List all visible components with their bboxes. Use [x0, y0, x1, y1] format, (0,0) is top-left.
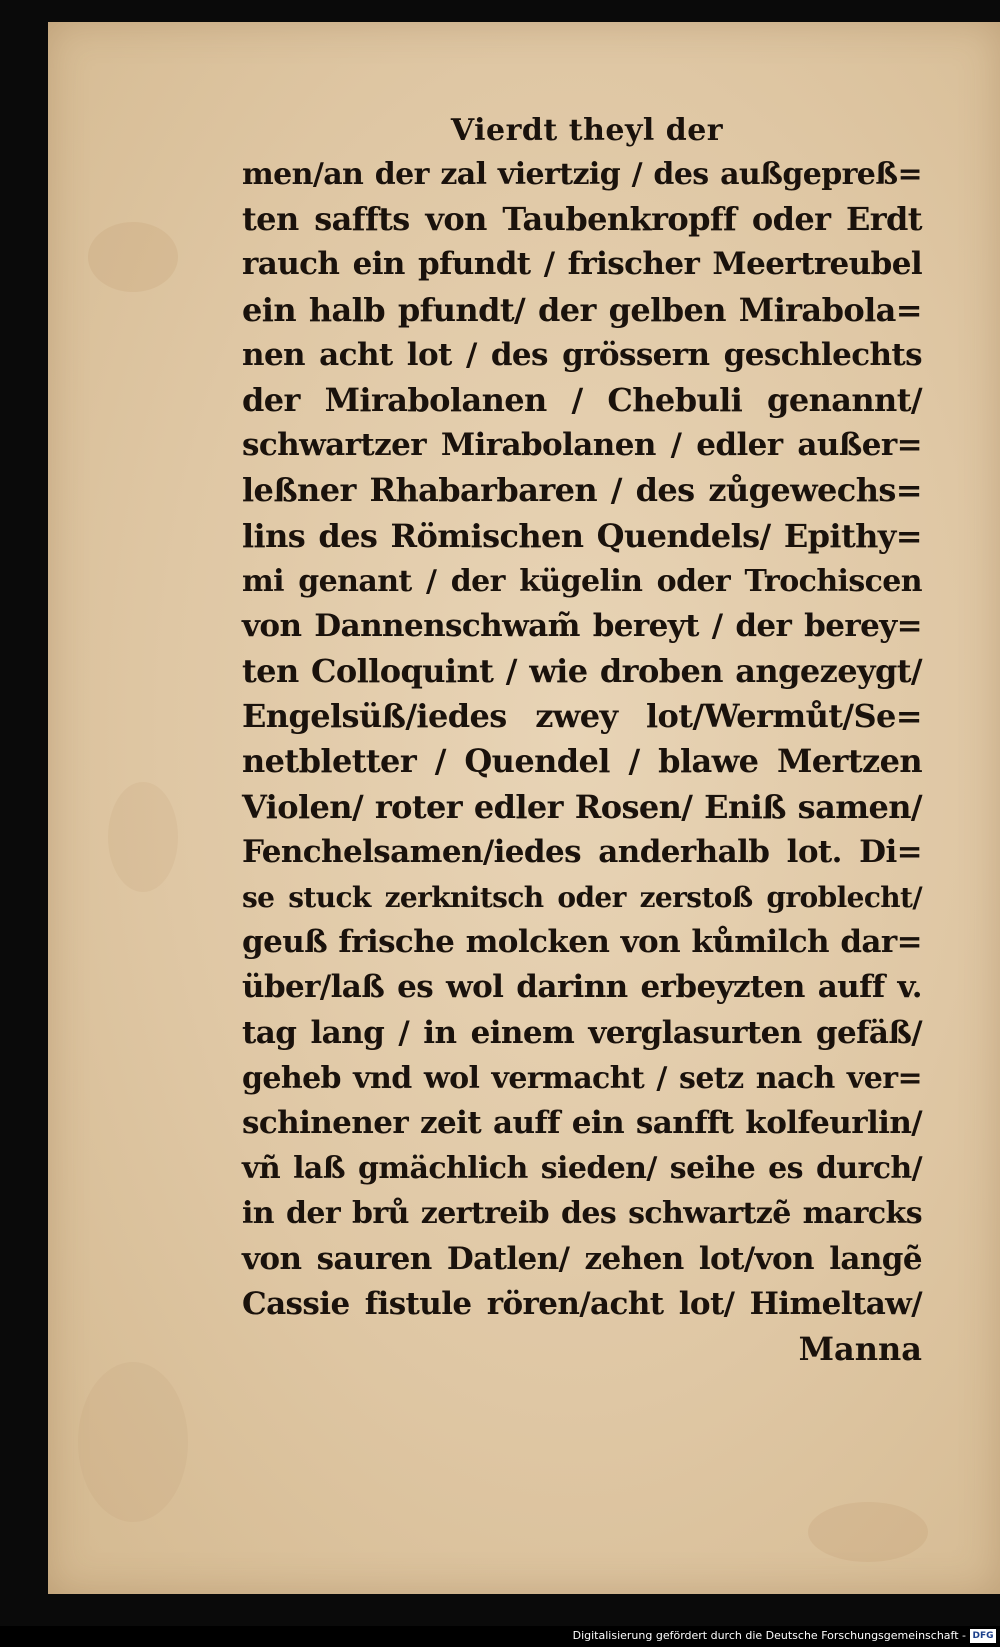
text-line: vñ laß gmächlich sieden/ seihe es durch/ — [242, 1151, 922, 1187]
text-line: leßner Rhabarbaren / des zůgewechs= — [242, 471, 922, 510]
text-line: rauch ein pfundt / frischer Meertreubel — [242, 246, 922, 283]
paper-stain — [88, 222, 178, 292]
funding-credit: Digitalisierung gefördert durch die Deutsche Forschungsgemeinschaft - — [572, 1629, 966, 1642]
text-line: von Dannenschwam̃ bereyt / der berey= — [242, 607, 922, 644]
text-line: Fenchelsamen/iedes anderhalb lot. Di= — [242, 833, 922, 870]
paper-stain — [108, 782, 178, 892]
text-line: nen acht lot / des grössern geschlechts — [242, 336, 922, 373]
catchword: Manna — [798, 1329, 922, 1368]
text-block — [242, 110, 922, 1372]
text-line: lins des Römischen Quendels/ Epithy= — [242, 516, 922, 555]
text-line: ein halb pfundt/ der gelben Mirabola= — [242, 290, 922, 329]
text-line: netbletter / Quendel / blawe Mertzen — [242, 742, 922, 781]
text-line: mi genant / der kügelin oder Trochiscen — [242, 563, 922, 599]
text-line: der Mirabolanen / Chebuli genannt/ — [242, 380, 922, 419]
text-line: Cassie fistule rören/acht lot/ Himeltaw/ — [242, 1285, 922, 1322]
dfg-logo-icon: DFG — [970, 1629, 996, 1643]
text-line: in der brů zertreib des schwartzẽ marcks — [242, 1196, 922, 1232]
text-line: ten Colloquint / wie droben angezeygt/ — [242, 652, 922, 691]
text-line: Engelsüß/iedes zwey lot/Wermůt/Se= — [242, 697, 922, 736]
footer-bar — [0, 1626, 1000, 1647]
text-line: schinener zeit auff ein sanfft kolfeurlin/ — [242, 1104, 922, 1141]
text-line: über/laß es wol darinn erbeyzten auff v. — [242, 969, 922, 1006]
text-line: geuß frische molcken von kůmilch dar= — [242, 924, 922, 961]
paper-stain — [78, 1362, 188, 1522]
text-line: Violen/ roter edler Rosen/ Eniß samen/ — [242, 787, 922, 826]
text-line: geheb vnd wol vermacht / setz nach ver= — [242, 1060, 922, 1096]
text-line: men/an der zal viertzig / des außgepreß= — [242, 157, 922, 192]
text-line: tag lang / in einem verglasurten gefäß/ — [242, 1014, 922, 1051]
text-line: ten saffts von Taubenkropff oder Erdt — [242, 200, 922, 239]
running-head: Vierdt theyl der — [450, 113, 724, 148]
text-line: schwartzer Mirabolanen / edler außer= — [242, 427, 922, 464]
text-line: se stuck zerknitsch oder zerstoß groblecht/ — [242, 881, 922, 914]
text-line: von sauren Datlen/ zehen lot/von langẽ — [242, 1240, 922, 1277]
paper-stain — [808, 1502, 928, 1562]
